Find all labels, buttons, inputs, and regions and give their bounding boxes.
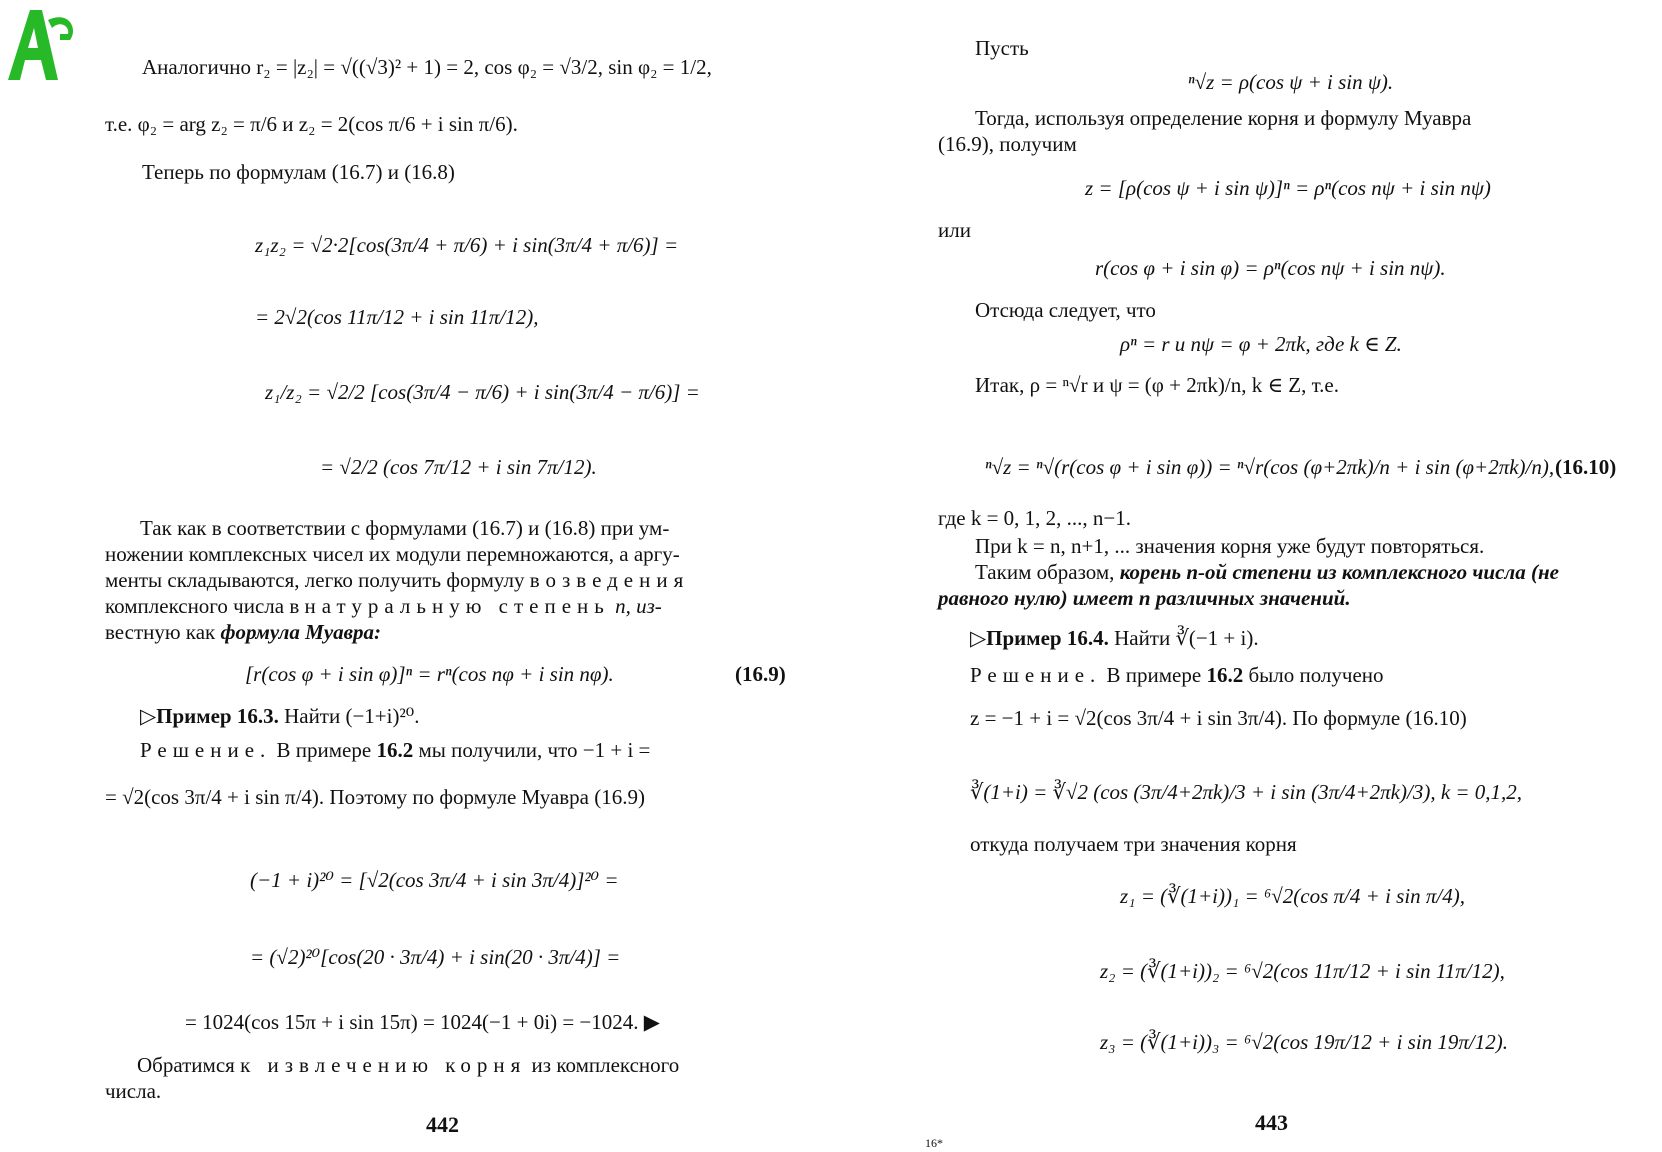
equation: [r(cos φ + i sin φ)]ⁿ = rⁿ(cos nφ + i sin nφ).	[245, 662, 614, 686]
text-run: Обратимся	[137, 1053, 241, 1077]
text-line: z = −1 + i = √2(cos 3π/4 + i sin 3π/4). По формуле (16.10)	[970, 706, 1467, 730]
text-run: Найти (−1+i)²⁰.	[278, 704, 420, 728]
equation: ρⁿ = r и nψ = φ + 2πk, где k ∈ Z.	[1120, 332, 1402, 356]
equation: ∛(1+i) = ∛√2 (cos (3π/4+2πk)/3 + i sin (3π/4+2πk)/3), k = 0,1,2,	[970, 780, 1523, 804]
spaced-term: натуральную степень	[304, 594, 610, 618]
text-run: вестную как	[105, 620, 221, 644]
example-label: ▷Пример 16.4.	[970, 626, 1109, 650]
text-line: Отсюда следует, что	[975, 298, 1156, 322]
text-line	[105, 568, 689, 592]
right-page	[830, 0, 1662, 1152]
spaced-term: возведения	[529, 568, 690, 592]
equation: = (√2)²⁰[cos(20 · 3π/4) + i sin(20 · 3π/4)] =	[250, 945, 621, 969]
left-page	[0, 0, 830, 1152]
text-run: комплексного числа в	[105, 594, 305, 618]
theorem-text: равного нулю) имеет n различных значений.	[938, 586, 1351, 610]
text-run: из комплексного	[526, 1053, 680, 1077]
equation: ⁿ√z = ρ(cos ψ + i sin ψ).	[1188, 70, 1394, 94]
text-line: Теперь по формулам (16.7) и (16.8)	[142, 160, 455, 184]
term-muavr-formula: формула Муавра:	[220, 620, 382, 644]
equation-number: (16.10)	[1555, 455, 1617, 479]
text-run: 16.2	[376, 738, 414, 762]
text-run: мы получили, что −1 + i =	[413, 738, 651, 762]
text-line: Аналогично r₂ = |z₂| = √((√3)² + 1) = 2, cos φ₂ = √3/2, sin φ₂ = 1/2,	[142, 55, 712, 79]
text-line: Тогда, используя определение корня и формулу Муавра	[975, 106, 1472, 130]
text-line: Так как в соответствии с формулами (16.7) и (16.8) при ум-	[140, 516, 670, 540]
text-line	[105, 620, 381, 644]
equation: z₁/z₂ = √2/2 [cos(3π/4 − π/6) + i sin(3π/4 − π/6)] =	[265, 380, 700, 404]
page-number: 442	[426, 1112, 459, 1137]
text-line: откуда получаем три значения корня	[970, 832, 1297, 856]
text-line	[975, 560, 1559, 584]
equation: = 1024(cos 15π + i sin 15π) = 1024(−1 + 0i) = −1024. ▶	[185, 1010, 660, 1034]
equation: z₁ = (∛(1+i))₁ = ⁶√2(cos π/4 + i sin π/4),	[1120, 884, 1466, 908]
equation: z = [ρ(cos ψ + i sin ψ)]ⁿ = ρⁿ(cos nψ + i sin nψ)	[1085, 176, 1491, 200]
text-line: где k = 0, 1, 2, ..., n−1.	[938, 506, 1132, 530]
equation: ⁿ√z = ⁿ√(r(cos φ + i sin φ)) = ⁿ√r(cos (φ+2πk)/n + i sin (φ+2πk)/n),	[985, 455, 1555, 479]
signature-mark: 16*	[925, 1136, 943, 1150]
equation: z₃ = (∛(1+i))₃ = ⁶√2(cos 19π/12 + i sin 19π/12).	[1100, 1030, 1509, 1054]
theorem-text: корень n-ой степени из комплексного числа (не	[1119, 560, 1559, 584]
solution-label: Решение.	[970, 663, 1102, 687]
text-line: (16.9), получим	[938, 132, 1077, 156]
page-number: 443	[1255, 1110, 1288, 1135]
equation: (−1 + i)²⁰ = [√2(cos 3π/4 + i sin 3π/4)]²⁰ =	[250, 868, 619, 892]
example-label: ▷Пример 16.3.	[140, 704, 279, 728]
text-line	[140, 738, 650, 762]
text-line: ножении комплексных чисел их модули перемножаются, а аргу-	[105, 542, 680, 566]
text-line: При k = n, n+1, ... значения корня уже будут повторяться.	[975, 534, 1485, 558]
solution-label: Решение.	[140, 738, 272, 762]
equation: = √2/2 (cos 7π/12 + i sin 7π/12).	[320, 455, 597, 479]
text-line: или	[938, 218, 971, 242]
text-line	[105, 594, 662, 618]
text-run: В примере	[271, 738, 377, 762]
text-line: Итак, ρ = ⁿ√r и ψ = (φ + 2πk)/n, k ∈ Z, т.е.	[975, 373, 1339, 397]
text-run: В примере	[1101, 663, 1207, 687]
equation: z₁z₂ = √2·2[cos(3π/4 + π/6) + i sin(3π/4 + π/6)] =	[255, 233, 679, 257]
text-line: числа.	[105, 1079, 162, 1103]
text-line: Пусть	[975, 36, 1029, 60]
text-run: n, из-	[609, 594, 662, 618]
text-line: = √2(cos 3π/4 + i sin π/4). Поэтому по формуле Муавра (16.9)	[105, 785, 645, 809]
example-heading	[140, 704, 419, 728]
text-run: менты складываются, легко получить формулу	[105, 568, 530, 592]
equation: = 2√2(cos 11π/12 + i sin 11π/12),	[255, 305, 539, 329]
text-run: Таким образом,	[975, 560, 1120, 584]
text-line	[970, 663, 1384, 687]
equation: z₂ = (∛(1+i))₂ = ⁶√2(cos 11π/12 + i sin 11π/12),	[1100, 959, 1505, 983]
equation: r(cos φ + i sin φ) = ρⁿ(cos nψ + i sin nψ).	[1095, 256, 1446, 280]
text-run: 16.2	[1206, 663, 1244, 687]
text-run: было получено	[1243, 663, 1384, 687]
text-run: Найти ∛(−1 + i).	[1108, 626, 1259, 650]
example-heading	[970, 626, 1259, 650]
equation-number: (16.9)	[735, 662, 786, 686]
text-line	[137, 1053, 679, 1077]
text-line: т.е. φ₂ = arg z₂ = π/6 и z₂ = 2(cos π/6 + i sin π/6).	[105, 112, 518, 136]
spaced-term: к извлечению корня	[240, 1053, 527, 1077]
